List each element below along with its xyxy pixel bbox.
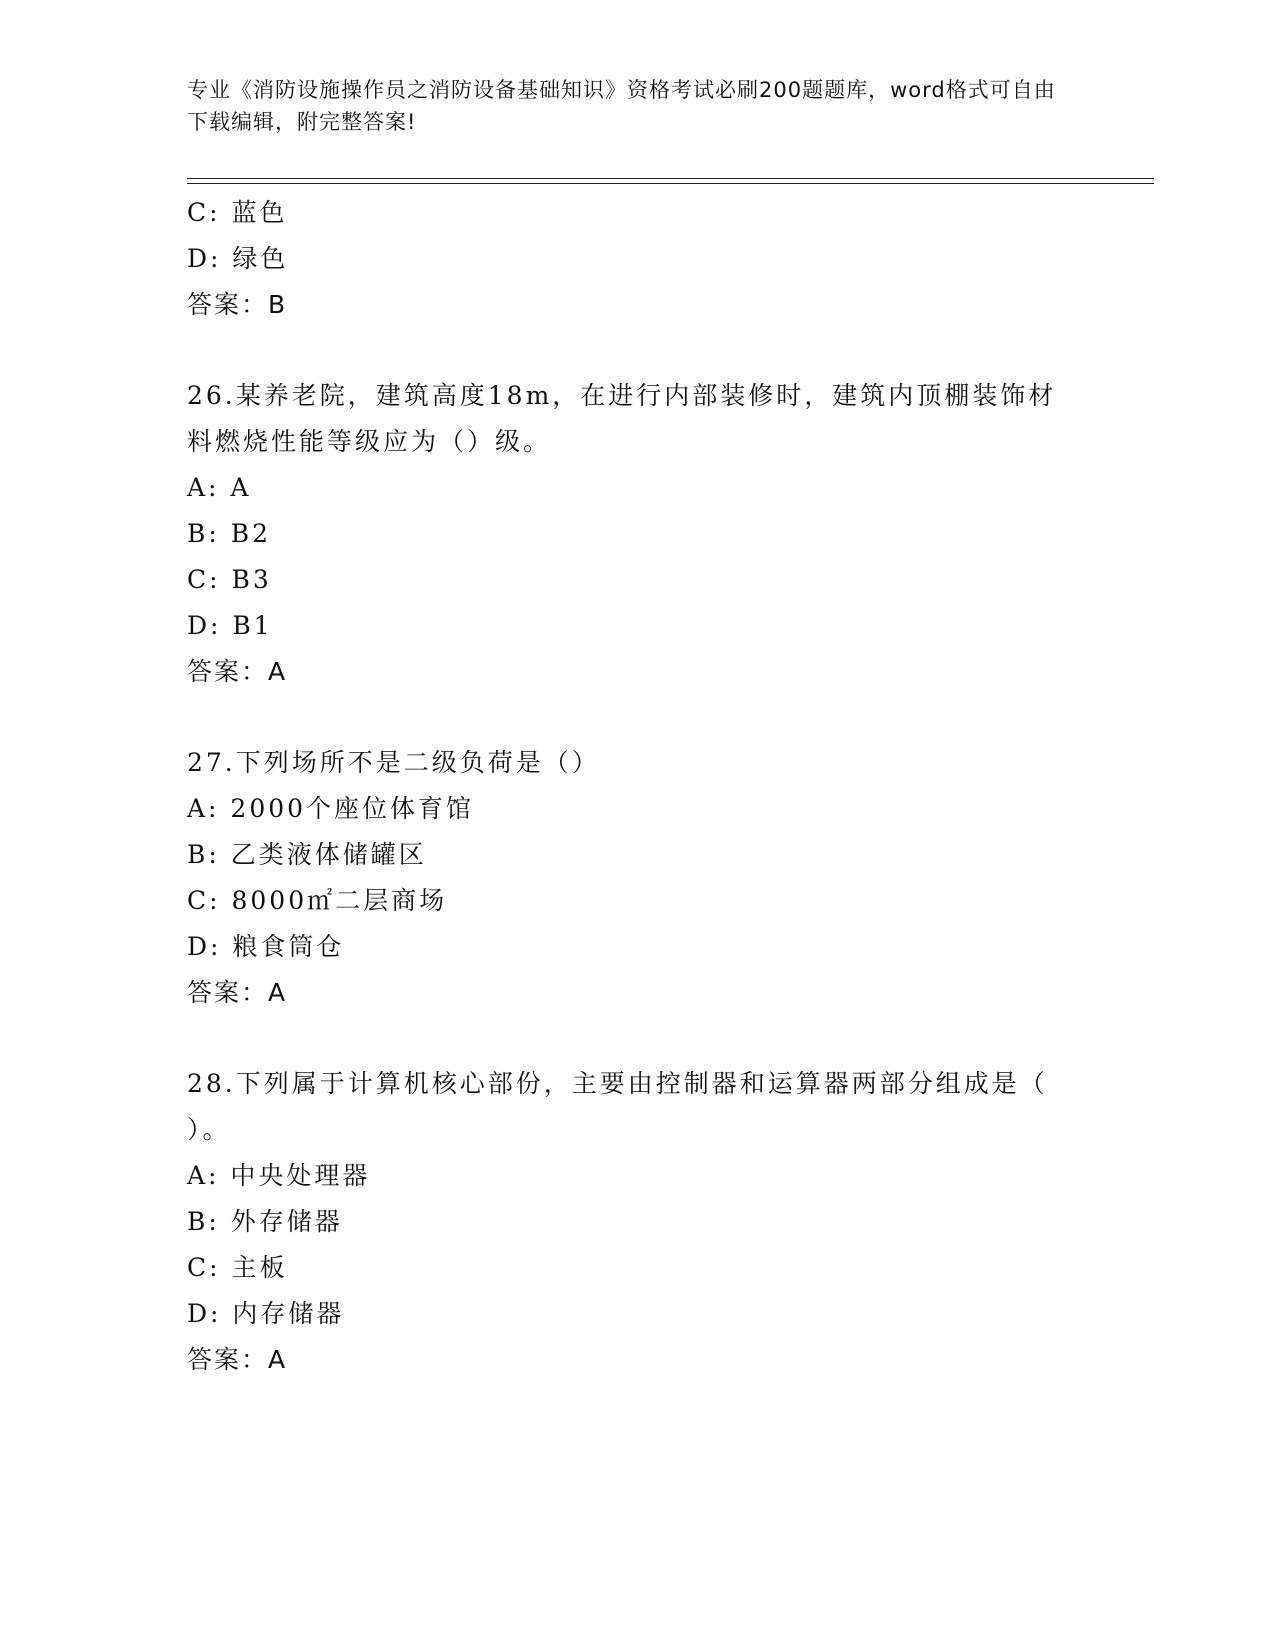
- answer-line: 答案：A: [187, 1345, 288, 1374]
- question-27: [187, 740, 1087, 1016]
- option-c: C: 8000㎡二层商场: [187, 886, 448, 915]
- option-c: C: 蓝色: [187, 198, 288, 227]
- option-d: D: 粮食筒仓: [187, 932, 345, 961]
- header-divider-bottom: [187, 183, 1154, 184]
- option-d: D: B1: [187, 611, 273, 640]
- option-a: A: 中央处理器: [187, 1161, 371, 1190]
- prev-question-tail: [187, 190, 1087, 328]
- option-c: C: B3: [187, 565, 272, 594]
- option-a: A: 2000个座位体育馆: [187, 794, 475, 823]
- answer-line: 答案：A: [187, 657, 288, 686]
- document-body: [187, 190, 1087, 1383]
- option-b: B: 外存储器: [187, 1207, 343, 1236]
- answer-line: 答案：B: [187, 290, 288, 319]
- question-28: [187, 1061, 1087, 1383]
- question-text: 28.下列属于计算机核心部份，主要由控制器和运算器两部分组成是（: [187, 1069, 1048, 1098]
- option-c: C: 主板: [187, 1253, 288, 1282]
- option-b: B: B2: [187, 519, 272, 548]
- document-header: 专业《消防设施操作员之消防设备基础知识》资格考试必刷200题题库，word格式可自由下载编辑，附完整答案!: [187, 78, 1056, 134]
- question-text: 26.某养老院，建筑高度18m，在进行内部装修时，建筑内顶棚装饰材: [187, 381, 1057, 410]
- header-divider-top: [187, 178, 1154, 179]
- question-text: 料燃烧性能等级应为（）级。: [187, 427, 552, 456]
- option-d: D: 内存储器: [187, 1299, 345, 1328]
- question-text: 27.下列场所不是二级负荷是（）: [187, 748, 600, 777]
- option-b: B: 乙类液体储罐区: [187, 840, 427, 869]
- answer-line: 答案：A: [187, 978, 288, 1007]
- question-text: ）。: [187, 1115, 231, 1144]
- option-d: D: 绿色: [187, 244, 289, 273]
- question-26: [187, 373, 1087, 695]
- option-a: A: A: [187, 473, 252, 502]
